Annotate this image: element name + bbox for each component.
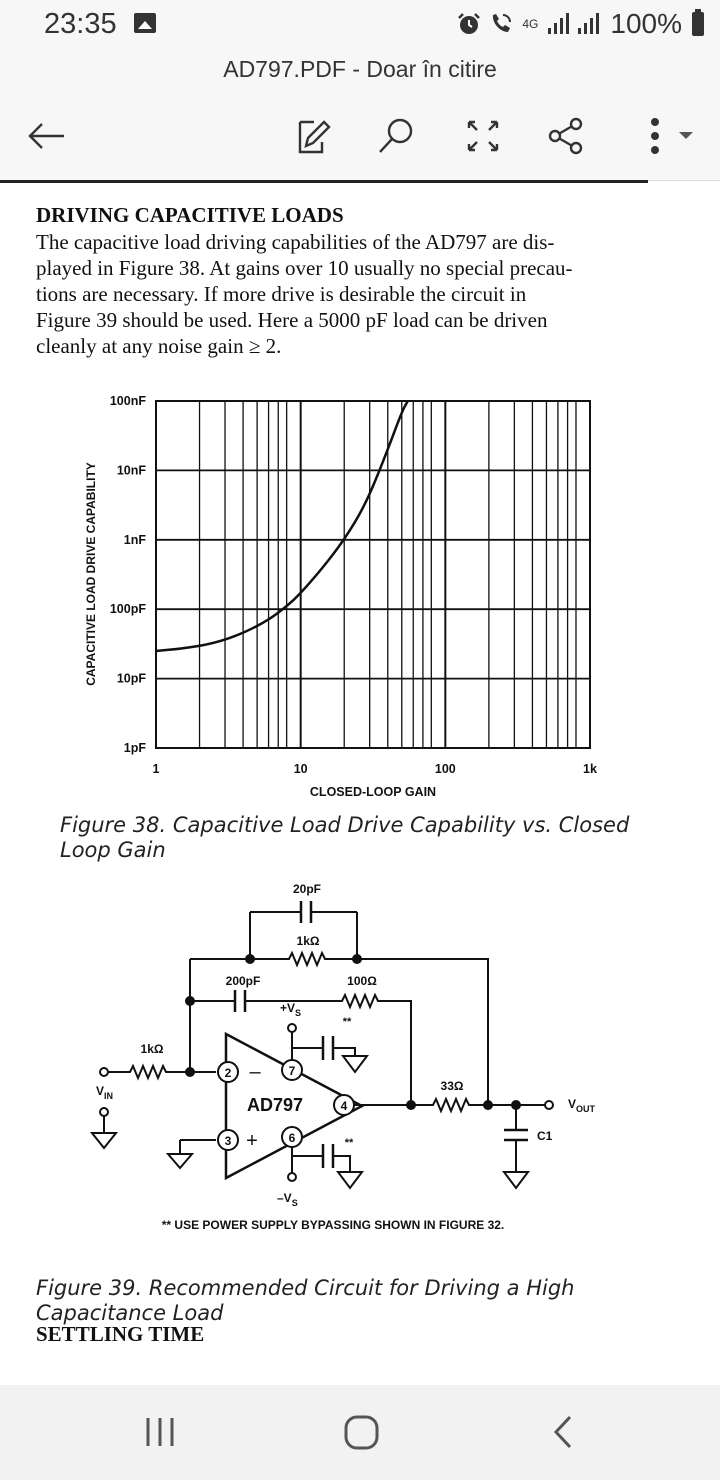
next-section-heading: SETTLING TIME — [36, 1322, 205, 1346]
comp-cap-label: 200pF — [225, 974, 261, 988]
paragraph-line: The capacitive load driving capabilities of the AD797 are dis- — [36, 230, 555, 254]
edit-button[interactable] — [284, 108, 340, 164]
home-button[interactable] — [332, 1407, 392, 1457]
x-tick-label: 100 — [434, 762, 456, 776]
battery-icon — [692, 12, 704, 36]
circuit-note: ** USE POWER SUPPLY BYPASSING SHOWN IN FIGURE 32. — [161, 1218, 505, 1232]
signal-icon — [546, 12, 604, 36]
vin-label: $V_{IN}$ — [96, 1084, 114, 1101]
pin-2: 2 — [224, 1066, 232, 1080]
comp-res-label: 100Ω — [347, 974, 377, 988]
search-icon — [376, 116, 416, 156]
x-tick-label: 1 — [152, 762, 160, 776]
x-tick-label: 10 — [293, 762, 308, 776]
figure-38-chart — [0, 383, 720, 813]
document-title-bar — [0, 50, 720, 90]
alarm-icon — [456, 11, 482, 37]
y-tick-label: 1nF — [123, 532, 146, 547]
y-tick-label: 100nF — [109, 394, 146, 408]
y-tick-labels — [110, 394, 146, 755]
body-paragraph — [36, 229, 636, 359]
status-time: 23:35 — [44, 8, 117, 40]
paragraph-line: tions are necessary. If more drive is desirable the circuit in — [36, 282, 527, 306]
recent-apps-button[interactable] — [130, 1407, 190, 1457]
opamp-label: AD797 — [246, 1095, 304, 1115]
input-res-label: 1kΩ — [140, 1042, 164, 1056]
y-axis-label: CAPACITIVE LOAD DRIVE CAPABILITY — [84, 462, 98, 686]
y-tick-label: 100pF — [109, 602, 146, 617]
status-bar — [0, 0, 720, 50]
chart-grid — [156, 401, 590, 748]
caption-line: Loop Gain — [60, 838, 166, 862]
nav-back-icon — [544, 1412, 584, 1452]
battery-percent: 100% — [610, 8, 682, 39]
minus-sign: – — [249, 1061, 261, 1083]
y-tick-label: 10pF — [116, 671, 146, 686]
wifi-call-icon — [488, 11, 514, 37]
share-icon — [546, 116, 586, 156]
figure-39-caption — [36, 1276, 574, 1326]
section-heading: DRIVING CAPACITIVE LOADS — [36, 203, 344, 227]
caption-line: Capacitance Load — [36, 1301, 224, 1325]
paragraph-line: cleanly at any noise gain ≥ 2. — [36, 334, 282, 358]
pdf-page[interactable] — [0, 183, 720, 1385]
more-options-button[interactable] — [630, 108, 702, 164]
share-button[interactable] — [538, 108, 594, 164]
pin-4: 6 — [288, 1131, 296, 1145]
search-button[interactable] — [368, 108, 424, 164]
paragraph-line: Figure 39 should be used. Here a 5000 pF load can be driven — [36, 308, 548, 332]
load-cap-label: C1 — [537, 1129, 553, 1143]
y-tick-label: 10nF — [116, 463, 146, 478]
pin-6: 4 — [340, 1099, 348, 1113]
pin-7: 7 — [288, 1064, 296, 1078]
y-tick-label: 1pF — [123, 741, 146, 755]
paragraph-line: played in Figure 38. At gains over 10 usually no special precau- — [36, 256, 573, 280]
toolbar — [0, 90, 720, 180]
x-axis-label: CLOSED-LOOP GAIN — [309, 785, 437, 799]
feedback-res-label: 1kΩ — [296, 934, 320, 948]
x-tick-label: 1k — [583, 762, 597, 776]
feedback-cap-label: 20pF — [292, 882, 322, 896]
status-icons — [456, 8, 704, 40]
nav-back-button[interactable] — [534, 1407, 594, 1457]
caption-line: Figure 39. Recommended Circuit for Driving a High — [36, 1276, 575, 1300]
system-nav-bar — [0, 1385, 720, 1480]
figure-39-circuit — [0, 878, 720, 1268]
neg-supply-label: $-V_S$ — [277, 1191, 298, 1208]
bypass-mark-top: ** — [342, 1016, 352, 1028]
recent-apps-icon — [140, 1412, 180, 1452]
reading-progress-track — [648, 180, 720, 181]
home-icon — [342, 1412, 382, 1452]
chart-frame — [156, 401, 590, 748]
back-arrow-icon — [26, 121, 66, 151]
gallery-icon — [134, 13, 156, 33]
caption-line: Figure 38. Capacitive Load Drive Capability vs. Closed — [60, 813, 630, 837]
x-tick-labels — [153, 762, 597, 776]
plus-sign: + — [246, 1130, 258, 1152]
figure-38-caption — [60, 813, 629, 863]
document-title: AD797.PDF - Doar în citire — [223, 56, 497, 82]
output-res-label: 33Ω — [440, 1079, 464, 1093]
fullscreen-button[interactable] — [455, 108, 511, 164]
fullscreen-icon — [465, 118, 501, 154]
bypass-mark-bottom: ** — [344, 1137, 354, 1149]
pin-3: 3 — [224, 1134, 232, 1148]
back-button[interactable] — [18, 108, 74, 164]
pos-supply-label: $+V_S$ — [280, 1001, 302, 1018]
network-type: 4G — [522, 17, 539, 31]
edit-icon — [292, 116, 332, 156]
vout-label: $V_{OUT}$ — [568, 1097, 596, 1114]
more-options-icon — [631, 116, 701, 156]
